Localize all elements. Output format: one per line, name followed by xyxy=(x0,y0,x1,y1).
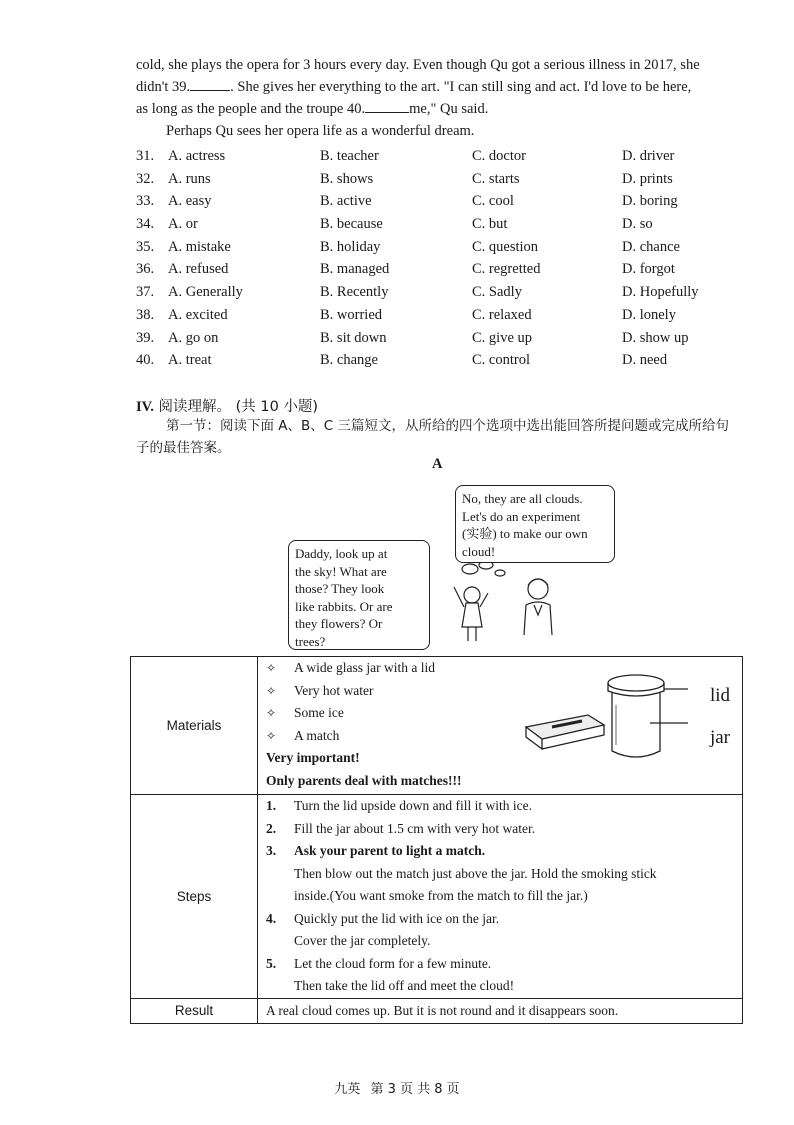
option-b: B. change xyxy=(320,352,378,369)
question-number: 37. xyxy=(136,284,155,301)
bubble-line: they flowers? Or xyxy=(295,616,383,631)
step-text: Cover the jar completely. xyxy=(294,933,431,948)
passage-text xyxy=(136,54,742,142)
option-c: C. starts xyxy=(472,170,520,187)
option-a: A. excited xyxy=(168,306,228,323)
step-line xyxy=(266,885,736,908)
option-row xyxy=(136,236,742,259)
option-d: D. need xyxy=(622,352,668,369)
step-line xyxy=(266,908,736,931)
option-row xyxy=(136,281,742,304)
question-number: 40. xyxy=(136,352,155,369)
material-text: A wide glass jar with a lid xyxy=(294,660,435,675)
page-footer xyxy=(0,1078,794,1097)
materials-row xyxy=(131,657,743,795)
option-row xyxy=(136,190,742,213)
question-number: 34. xyxy=(136,216,155,233)
materials-label: Materials xyxy=(131,657,258,795)
step-line xyxy=(266,975,736,998)
bubble-line: trees? xyxy=(295,633,326,649)
passage-closing: Perhaps Qu sees her opera life as a wonderful dream. xyxy=(166,123,475,139)
option-row xyxy=(136,327,742,350)
section-title-text: 阅读理解。 (共 10 小题) xyxy=(153,399,319,415)
option-d: D. Hopefully xyxy=(622,284,699,301)
diamond-bullet-icon: ✧ xyxy=(266,683,277,698)
question-number: 31. xyxy=(136,148,155,164)
result-row xyxy=(131,998,743,1023)
bubble-line: like rabbits. Or are xyxy=(295,598,393,614)
passage-line-2b: . She gives her everything to the art. "I can still sing and act. I'd love to be here, xyxy=(230,79,692,95)
important-note-1: Very important! xyxy=(266,750,360,765)
blank-39 xyxy=(190,77,230,91)
material-text: A match xyxy=(294,727,340,743)
section-roman: IV. xyxy=(136,399,154,415)
steps-label: Steps xyxy=(131,795,258,999)
question-number: 39. xyxy=(136,329,155,346)
passage-line-2a: didn't 39. xyxy=(136,79,191,95)
step-number: 4. xyxy=(266,910,277,926)
option-b: B. worried xyxy=(320,306,383,323)
option-row xyxy=(136,258,742,281)
passage-line-3b: me," Qu said. xyxy=(409,101,489,117)
question-number: 33. xyxy=(136,193,155,210)
option-a: A. go on xyxy=(168,329,219,346)
section-instructions: 第一节：阅读下面 A、B、C 三篇短文，从所给的四个选项中选出能回答所提问题或完成所给句子的最佳答案。 xyxy=(136,418,730,456)
option-c: C. give up xyxy=(472,329,533,346)
speech-bubble-girl xyxy=(288,540,430,650)
step-text: Then take the lid off and meet the cloud! xyxy=(294,978,515,993)
step-text: Let the cloud form for a few minute. xyxy=(294,955,492,971)
option-c: C. Sadly xyxy=(472,284,522,301)
question-number: 32. xyxy=(136,170,155,187)
option-b: B. because xyxy=(320,216,383,233)
bubble-line: No, they are all clouds. xyxy=(462,491,583,506)
section-title xyxy=(136,395,318,416)
diamond-bullet-icon: ✧ xyxy=(266,728,277,743)
passage-line-3a: as long as the people and the troupe 40. xyxy=(136,101,366,117)
option-d: D. lonely xyxy=(622,306,676,323)
important-note-2: Only parents deal with matches!!! xyxy=(266,772,462,788)
question-number: 38. xyxy=(136,306,155,323)
option-c: C. question xyxy=(472,238,539,255)
experiment-table xyxy=(130,656,743,1024)
jar-label: jar xyxy=(709,727,730,748)
girl-and-father-illustration xyxy=(440,555,560,645)
option-b: B. shows xyxy=(320,170,374,187)
option-d: D. driver xyxy=(622,148,675,164)
step-text: Quickly put the lid with ice on the jar. xyxy=(294,910,500,926)
option-b: B. sit down xyxy=(320,329,387,346)
option-a: A. mistake xyxy=(168,238,231,255)
question-number: 35. xyxy=(136,238,155,255)
bubble-line: Let's do an experiment xyxy=(462,508,581,524)
jar-and-matchbox-illustration xyxy=(512,665,732,765)
option-c: C. regretted xyxy=(472,261,541,278)
option-b: B. managed xyxy=(320,261,390,278)
option-row xyxy=(136,349,742,372)
passage-line-1: cold, she plays the opera for 3 hours every day. Even though Qu got a serious illness in 2017, she xyxy=(136,57,700,73)
bubble-line: Daddy, look up at xyxy=(295,546,388,561)
result-text: A real cloud comes up. But it is not round and it disappears soon. xyxy=(266,1002,619,1018)
option-a: A. runs xyxy=(168,170,211,187)
blank-40 xyxy=(365,99,409,113)
option-d: D. so xyxy=(622,216,653,233)
passage-line-2 xyxy=(136,76,742,98)
step-text: Turn the lid upside down and fill it with ice. xyxy=(294,798,532,813)
option-d: D. forgot xyxy=(622,261,675,278)
option-b: B. teacher xyxy=(320,148,379,164)
bubble-line: (实验) to make our own xyxy=(462,526,588,541)
option-c: C. cool xyxy=(472,193,514,210)
footer-page-number: 第 3 页 共 8 页 xyxy=(370,1082,460,1097)
option-b: B. holiday xyxy=(320,238,381,255)
diamond-bullet-icon: ✧ xyxy=(266,661,277,675)
option-a: A. easy xyxy=(168,193,212,210)
bubble-line: the sky! What are xyxy=(295,563,387,579)
step-text: inside.(You want smoke from the match to fill the jar.) xyxy=(294,888,588,903)
option-c: C. control xyxy=(472,352,530,369)
lid-label: lid xyxy=(709,685,730,706)
option-c: C. doctor xyxy=(472,148,526,164)
bubble-line: those? They look xyxy=(295,581,385,596)
option-b: B. active xyxy=(320,193,372,210)
step-text: Ask your parent to light a match. xyxy=(294,843,486,858)
step-line xyxy=(266,840,736,863)
option-c: C. relaxed xyxy=(472,306,532,323)
step-text: Then blow out the match just above the jar. Hold the smoking stick xyxy=(294,865,657,881)
step-number: 5. xyxy=(266,955,277,971)
option-b: B. Recently xyxy=(320,284,389,301)
material-text: Very hot water xyxy=(294,682,374,698)
option-d: D. chance xyxy=(622,238,680,255)
step-text: Fill the jar about 1.5 cm with very hot water. xyxy=(294,820,536,836)
option-a: A. refused xyxy=(168,261,229,278)
passage-line-3 xyxy=(136,98,742,120)
passage-label: A xyxy=(432,456,443,472)
step-number: 3. xyxy=(266,843,277,858)
steps-cell xyxy=(258,795,743,999)
option-row xyxy=(136,213,742,236)
option-c: C. but xyxy=(472,216,508,233)
step-line xyxy=(266,930,736,953)
materials-cell xyxy=(258,657,743,795)
option-a: A. or xyxy=(168,216,198,233)
material-text: Some ice xyxy=(294,705,344,720)
option-d: D. show up xyxy=(622,329,689,346)
option-a: A. treat xyxy=(168,352,212,369)
option-d: D. prints xyxy=(622,170,673,187)
steps-row xyxy=(131,795,743,999)
option-row xyxy=(136,145,742,168)
step-number: 1. xyxy=(266,798,277,813)
step-line xyxy=(266,818,736,841)
option-a: A. Generally xyxy=(168,284,243,301)
option-a: A. actress xyxy=(168,148,226,164)
diamond-bullet-icon: ✧ xyxy=(266,706,277,720)
step-line xyxy=(266,863,736,886)
footer-subject: 九英 xyxy=(334,1082,361,1097)
option-row xyxy=(136,304,742,327)
result-cell xyxy=(258,998,743,1023)
speech-bubble-father xyxy=(455,485,615,563)
option-row xyxy=(136,168,742,191)
bubble-line: cloud! xyxy=(462,543,496,559)
option-d: D. boring xyxy=(622,193,678,210)
question-number: 36. xyxy=(136,261,155,278)
step-line xyxy=(266,953,736,976)
steps-list xyxy=(266,795,736,998)
step-number: 2. xyxy=(266,820,277,836)
answer-options xyxy=(136,145,742,372)
result-label: Result xyxy=(131,998,258,1023)
step-line xyxy=(266,795,736,818)
